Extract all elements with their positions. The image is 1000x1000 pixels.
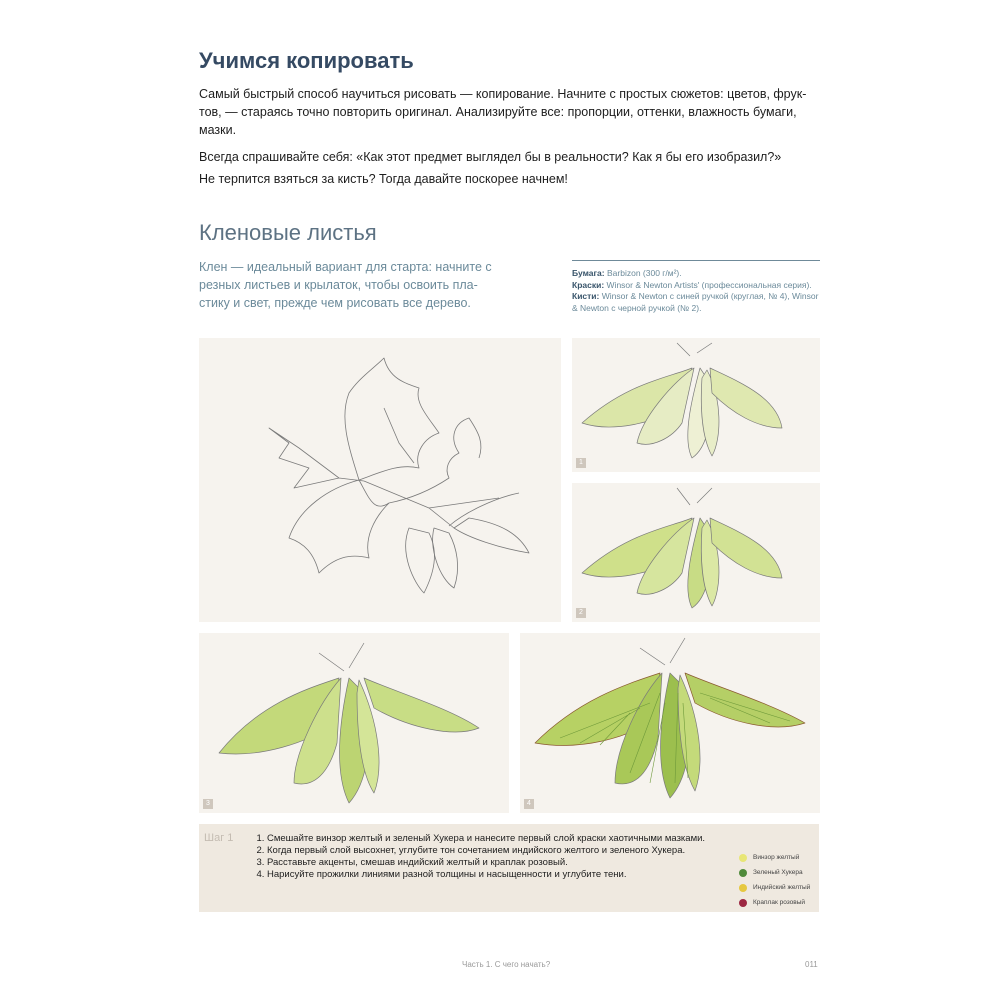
step-badge: 2 xyxy=(576,608,586,618)
sketch-illustration xyxy=(199,338,561,622)
step-3-illustration xyxy=(199,633,509,813)
step-1-illustration xyxy=(572,338,820,472)
footer-chapter: Часть 1. С чего начать? xyxy=(462,960,551,969)
subsection-title: Кленовые листья xyxy=(199,220,377,245)
color-swatch xyxy=(739,869,747,877)
step-badge: 3 xyxy=(203,799,213,809)
step-instructions xyxy=(199,824,819,912)
step-badge: 1 xyxy=(576,458,586,468)
palette-item: Винзор желтый xyxy=(739,850,817,865)
page-title: Учимся копировать xyxy=(199,48,414,73)
color-swatch xyxy=(739,854,747,862)
step-item-2: 2. Когда первый слой высохнет, углубите тон сочетанием индийского желтого и зеленого Хукера. xyxy=(267,845,707,857)
paragraph-3: Не терпится взяться за кисть? Тогда давайте поскорее начнем! xyxy=(199,172,568,186)
paragraph-1: Самый быстрый способ научиться рисовать — копирование. Начните с простых сюжетов: цветов, фрук-тов, — стараясь точно повторить оригинал. Анализируйте все: пропорции, оттенки, влажность бумаги, мазки. xyxy=(199,87,807,137)
step-label: Шаг 1 xyxy=(204,832,234,844)
paragraph-2: Всегда спрашивайте себя: «Как этот предмет выглядел бы в реальности? Как я бы его изобразил?» xyxy=(199,150,782,164)
palette-item: Краплак розовый xyxy=(739,895,817,910)
page-number: 011 xyxy=(805,960,818,969)
color-palette xyxy=(739,850,817,910)
step-list xyxy=(245,833,707,881)
materials-brushes: Кисти: Winsor & Newton с синей ручкой (круглая, № 4), Winsor & Newton с черной ручкой (№ 2). xyxy=(572,291,819,313)
step-item-1: 1. Смешайте винзор желтый и зеленый Хукера и нанесите первый слой краски хаотичными мазками. xyxy=(267,833,707,845)
materials-paints: Краски: Winsor & Newton Artists' (профессиональная серия). xyxy=(572,279,812,290)
palette-item: Зеленый Хукера xyxy=(739,865,817,880)
color-swatch xyxy=(739,884,747,892)
intro-text: Клен — идеальный вариант для старта: начните с резных листьев и крылаток, чтобы освоить пла-стику и свет, прежде чем рисовать все дерево. xyxy=(199,260,492,310)
step-4-illustration xyxy=(520,633,820,813)
materials-paper: Бумага: Barbizon (300 г/м²). xyxy=(572,268,682,278)
color-swatch xyxy=(739,899,747,907)
step-badge: 4 xyxy=(524,799,534,809)
step-item-3: 3. Расставьте акценты, смешав индийский желтый и краплак розовый. xyxy=(267,857,707,869)
palette-item: Индийский желтый xyxy=(739,880,817,895)
step-item-4: 4. Нарисуйте прожилки линиями разной толщины и насыщенности и углубите тени. xyxy=(267,869,707,881)
materials-list xyxy=(572,260,820,314)
step-2-illustration xyxy=(572,483,820,622)
